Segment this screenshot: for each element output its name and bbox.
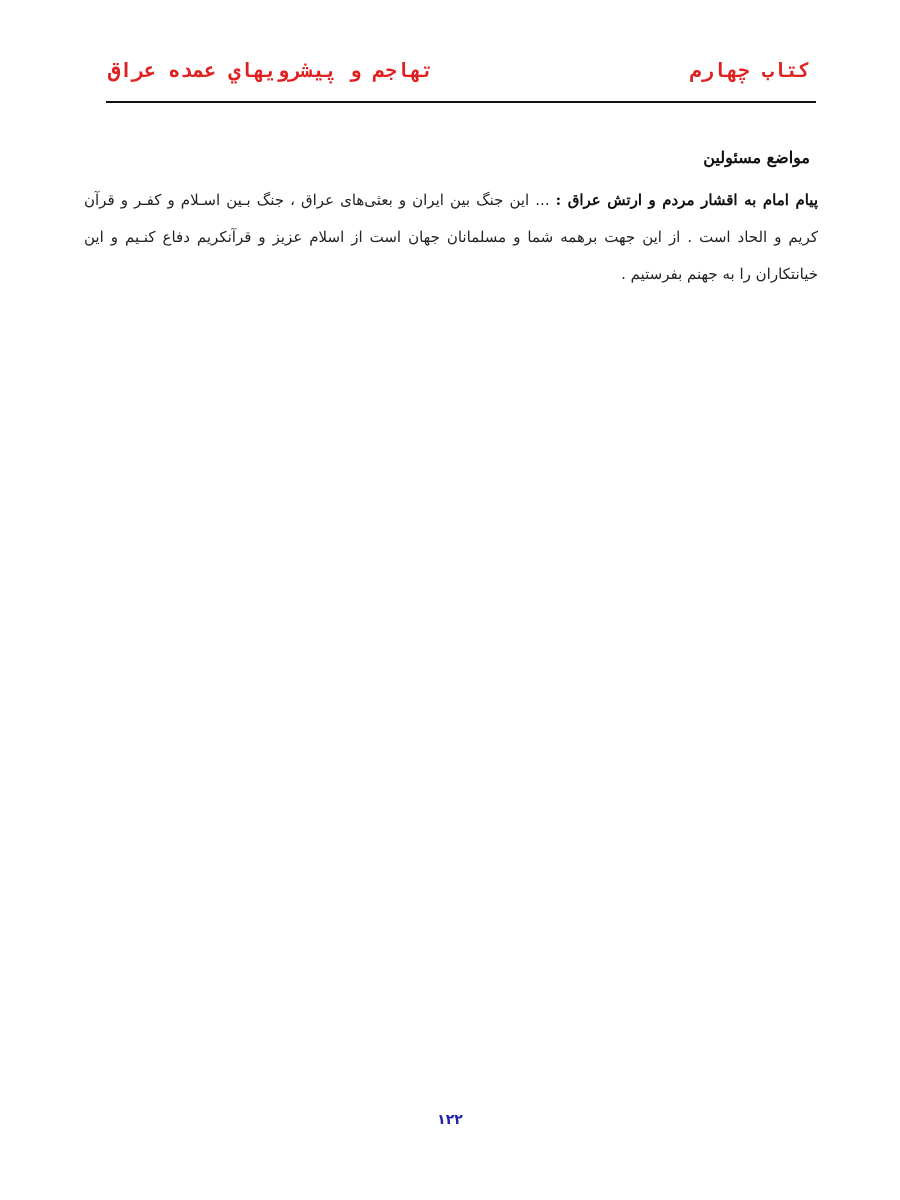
paragraph-text: ... این جنگ بین ایران و بعثی‌های عراق ، جنگ بـین اسـلام و کفـر و قرآن کریم و الحاد است . از این جهت برهمه شما و مسلمانان جهان است از اسلام عزیز و قرآنکریم دفاع کنـیم و این خیانتکاران را به جهنم بفرستیم . (84, 191, 818, 283)
speaker-label: پیام امام به اقشار مردم و ارتش عراق : (555, 191, 818, 209)
section-heading: مواضع مسئولین (703, 148, 810, 167)
header-divider (106, 101, 816, 103)
running-header (106, 54, 816, 94)
page-number: ۱۲۲ (437, 1112, 463, 1128)
chapter-title: تهاجم و پيشرويهاي عمده عراق (108, 58, 434, 82)
book-title: كتاب چهارم (689, 58, 810, 82)
page-body (84, 144, 818, 293)
body-paragraph (84, 182, 818, 293)
